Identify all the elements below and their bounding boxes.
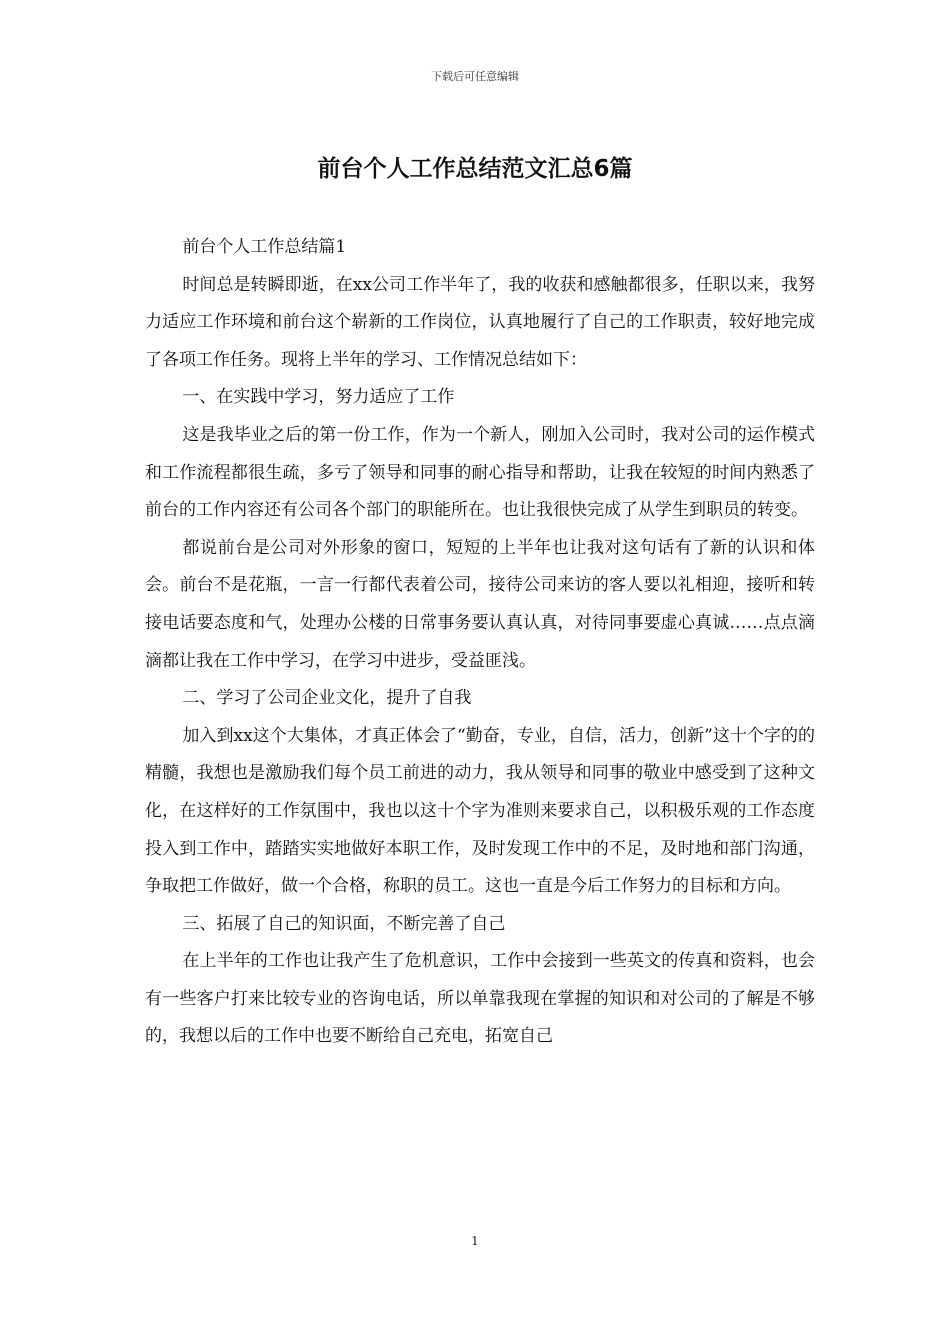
document-title: 前台个人工作总结范文汇总6篇	[317, 156, 633, 182]
paragraph: 都说前台是公司对外形象的窗口，短短的上半年也让我对这句话有了新的认识和体会。前台不是花瓶，一言一行都代表着公司，接待公司来访的客人要以礼相迎，接听和转接电话要态度和气，处理办公楼的日常事务要认真认真，对待同事要虚心真诚……点点滴滴都让我在工作中学习，在学习中进步，受益匪浅。	[145, 537, 815, 671]
paragraph: 在上半年的工作也让我产生了危机意识，工作中会接到一些英文的传真和资料，也会有一些客户打来比较专业的咨询电话，所以单靠我现在掌握的知识和对公司的了解是不够的，我想以后的工作中也要不断给自己充电，拓宽自己	[145, 951, 815, 1047]
document-body	[145, 229, 815, 1056]
subsection-heading: 二、学习了公司企业文化，提升了自我	[182, 688, 472, 709]
header-note: 下载后可任意编辑	[431, 70, 519, 83]
section-heading: 前台个人工作总结篇1	[182, 237, 347, 257]
subsection-heading: 一、在实践中学习，努力适应了工作	[182, 387, 455, 408]
paragraph: 加入到xx这个大集体，才真正体会了“勤奋，专业，自信，活力，创新”这十个字的的精髓，我想也是激励我们每个员工前进的动力，我从领导和同事的敬业中感受到了这种文化，在这样好的工作氛围中，我也以这十个字为准则来要求自己，以积极乐观的工作态度投入到工作中，踏踏实实地做好本职工作，及时发现工作中的不足，及时地和部门沟通，争取把工作做好，做一个合格，称职的员工。这也一直是今后工作努力的目标和方向。	[145, 725, 815, 897]
page-number: 1	[471, 1234, 479, 1248]
subsection-heading: 三、拓展了自己的知识面，不断完善了自己	[182, 913, 506, 934]
paragraph: 这是我毕业之后的第一份工作，作为一个新人，刚加入公司时，我对公司的运作模式和工作流程都很生疏，多亏了领导和同事的耐心指导和帮助，让我在较短的时间内熟悉了前台的工作内容还有公司各个部门的职能所在。也让我很快完成了从学生到职员的转变。	[145, 424, 815, 521]
paragraph: 时间总是转瞬即逝，在xx公司工作半年了，我的收获和感触都很多，任职以来，我努力适应工作环境和前台这个崭新的工作岗位，认真地履行了自己的工作职责，较好地完成了各项工作任务。现将上半年的学习、工作情况总结如下：	[145, 274, 815, 370]
